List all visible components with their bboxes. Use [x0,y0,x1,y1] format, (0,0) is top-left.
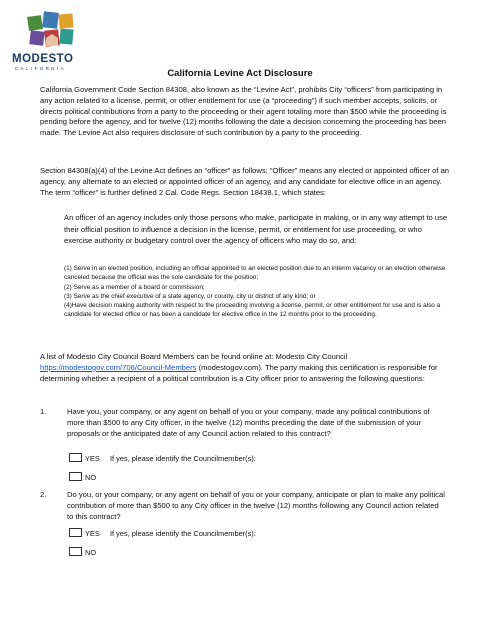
criterion-4: (4)Have decision making authority with respect to the proceeding involving a license, permit, or other entitlement for use and is also a candidate for elected office or has been a candidate for elective office in the 12 months prior to the proceeding. [64,302,441,319]
question-1-yes-label: YES [85,454,100,463]
criterion-2: (2) Serve as a member of a board or commission; [64,283,205,291]
council-list-rest: (modestogov.com). The party making this certification is responsible for determining whether a recipient of a political contribution is a City officer prior to answering the following questions: [40,362,438,383]
criterion-3: (3) Serve as the chief executive of a state agency, or county, city or district of any kind; or [64,292,316,300]
question-2-no-checkbox[interactable] [69,547,82,556]
logo-subtitle: CALIFORNIA [15,66,67,71]
question-1-identify-label: If yes, please identify the Councilmember(s): [110,454,256,463]
intro-paragraph: California Government Code Section 84308, also known as the “Levine Act”, prohibits City “officers” from participating in any action related to a license, permit, or other entitlement for use (a “proceeding”) if such member accepts, solicits, or directs political contributions from a party to the proceeding or their agent totaling more than $500 while the proceeding is pending before the agency, and for twelve (12) months following the date a decision concerning the proceeding has been made. The Levine Act also requires disclosure of such contribution by a party to the proceeding. [40,85,447,138]
question-2-yes-label: YES [85,529,100,538]
logo-tile-2 [42,11,59,28]
logo-tile-4 [29,30,45,46]
question-2-no-label: NO [85,548,97,557]
question-2-number: 2. [40,490,47,499]
logo-name: MODESTO [12,53,74,65]
question-1-number: 1. [40,407,47,416]
document-title: California Levine Act Disclosure [167,68,313,79]
question-1-no-label: NO [85,473,97,482]
officer-quote: An officer of an agency includes only those persons who make, participate in making, or in any way attempt to use their official position to influence a decision in the license, permit, or entitlement for use proceeding, or who exercise authority or budgetary control over the agency of officers who may do so, and: [64,213,448,245]
question-2-text: Do you, or your company, or any agent on behalf of you or your company, anticipate or plan to make any political contribution of more than $500 to any City officer in the twelve (12) months following any Council action related to this contract? [67,490,445,521]
logo-tile-6 [59,29,73,45]
question-1-no-checkbox[interactable] [69,472,82,481]
officer-definition-paragraph: Section 84308(a)(4) of the Levine Act defines an “officer” as follows: “Officer” means any elected or appointed officer of an agency, any alternate to an elected or appointed officer of an agency, and any candidate for elective office in an agency. The term “officer” is further defined 2 Cal. Code Regs. Section 18438.1, which states: [40,166,450,197]
council-list-paragraph [40,352,450,384]
question-1-text: Have you, your company, or any agent on behalf of you or your company, made any political contributions of more than $500 to any City officer, in the twelve (12) months preceding the date of the submission of your proposals or the anticipated date of any Council action related to this contract? [67,407,430,438]
question-2-identify-label: If yes, please identify the Councilmember(s): [110,529,256,538]
council-members-link[interactable]: https://modestogov.com/706/Council-Members [40,362,197,372]
question-2-yes-checkbox[interactable] [69,528,82,537]
logo-tile-3 [58,13,73,28]
question-1-yes-checkbox[interactable] [69,453,82,462]
council-list-intro: A list of Modesto City Council Board Members can be found online at: Modesto City Council [40,352,348,361]
criterion-1: (1) Serve in an elected position, including an official appointed to an elected position due to an interim vacancy or an election otherwise canceled because the official was the sole candidate for the position; [64,265,446,282]
logo-tile-1 [27,15,43,31]
criteria-list [64,264,452,320]
